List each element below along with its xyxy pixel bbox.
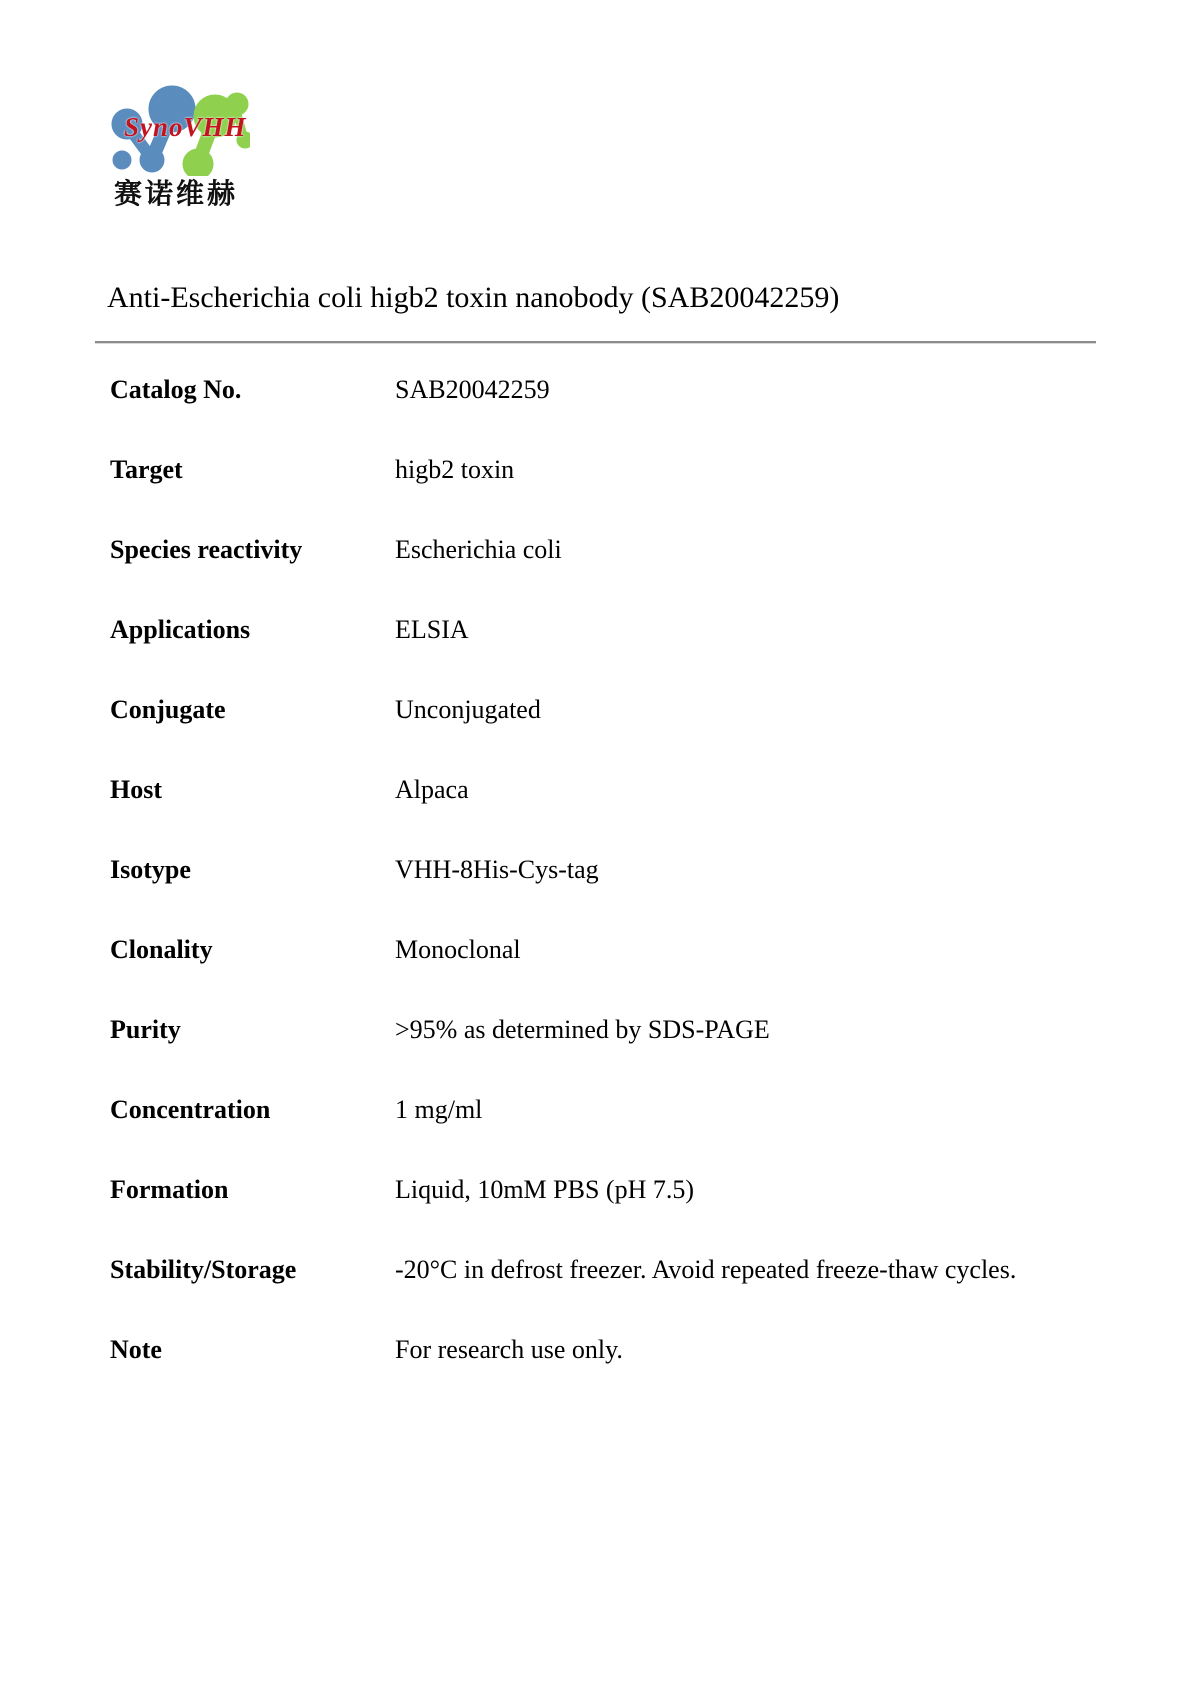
spec-label: Purity [110, 1015, 181, 1044]
spec-label: Note [110, 1335, 162, 1364]
spec-row-applications [0, 590, 1191, 670]
spec-table [0, 350, 1191, 1390]
spec-row-clonality [0, 910, 1191, 990]
spec-row-species-reactivity [0, 510, 1191, 590]
spec-value: Liquid, 10mM PBS (pH 7.5) [395, 1175, 695, 1204]
spec-value: SAB20042259 [395, 375, 550, 404]
logo-graphic [98, 84, 250, 176]
company-logo [98, 84, 318, 212]
spec-value: higb2 toxin [395, 455, 515, 484]
spec-label: Isotype [110, 855, 191, 884]
spec-row-formation [0, 1150, 1191, 1230]
spec-value: For research use only. [395, 1335, 623, 1364]
spec-value: Escherichia coli [395, 535, 562, 564]
spec-value: Unconjugated [395, 695, 541, 724]
spec-label: Applications [110, 615, 251, 644]
spec-label: Clonality [110, 935, 213, 964]
spec-label: Conjugate [110, 695, 226, 724]
spec-row-conjugate [0, 670, 1191, 750]
spec-value: -20°C in defrost freezer. Avoid repeated freeze-thaw cycles. [395, 1255, 1017, 1284]
spec-row-catalog [0, 350, 1191, 430]
product-title: Anti-Escherichia coli higb2 toxin nanobody (SAB20042259) [107, 281, 840, 314]
spec-value: ELSIA [395, 615, 469, 644]
spec-label: Stability/Storage [110, 1255, 297, 1284]
title-divider [95, 341, 1096, 344]
spec-row-concentration [0, 1070, 1191, 1150]
spec-row-target [0, 430, 1191, 510]
spec-label: Formation [110, 1175, 229, 1204]
spec-value: >95% as determined by SDS-PAGE [395, 1015, 770, 1044]
logo-chinese-name: 赛诺维赫 [114, 178, 239, 209]
spec-label: Host [110, 775, 162, 804]
spec-row-stability-storage [0, 1230, 1191, 1310]
spec-value: Monoclonal [395, 935, 521, 964]
spec-label: Species reactivity [110, 535, 303, 564]
spec-label: Concentration [110, 1095, 271, 1124]
logo-brand-text: SynoVHH [124, 112, 247, 142]
spec-value: VHH-8His-Cys-tag [395, 855, 599, 884]
spec-value: Alpaca [395, 775, 469, 804]
spec-row-isotype [0, 830, 1191, 910]
spec-label: Target [110, 455, 183, 484]
spec-row-purity [0, 990, 1191, 1070]
spec-value: 1 mg/ml [395, 1095, 483, 1124]
spec-row-host [0, 750, 1191, 830]
spec-label: Catalog No. [110, 375, 242, 404]
spec-row-note [0, 1310, 1191, 1390]
